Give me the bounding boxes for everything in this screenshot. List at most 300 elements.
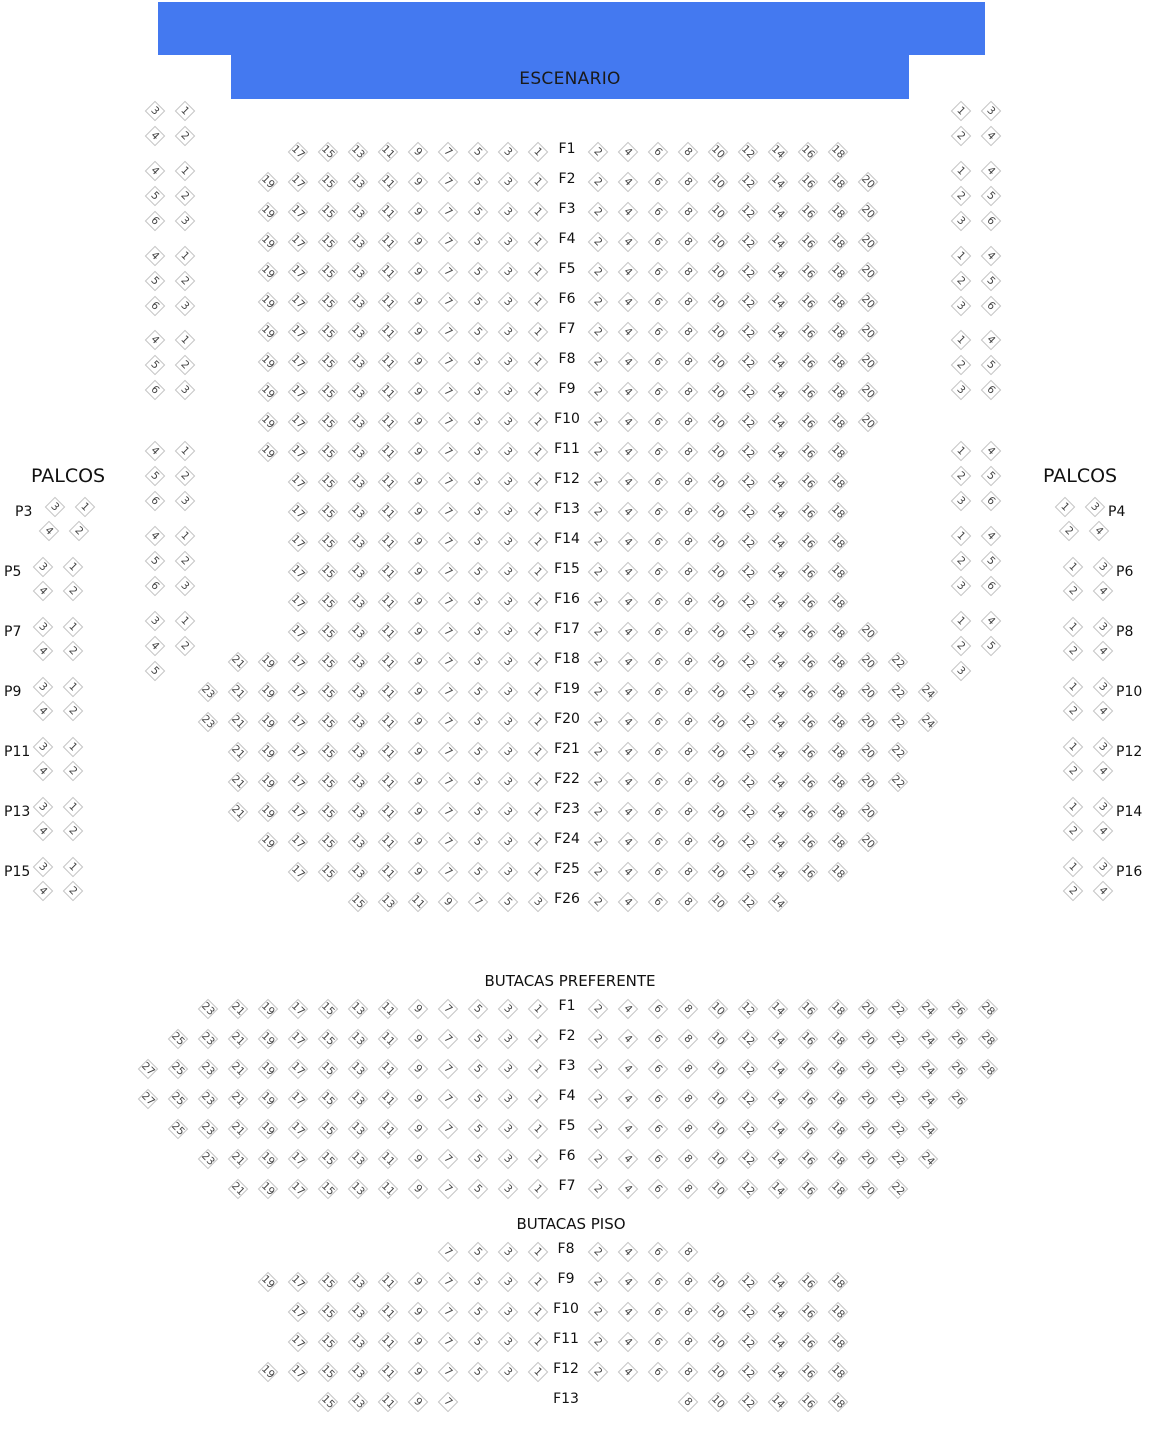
main-seat[interactable]	[708, 772, 727, 791]
preferente-seat[interactable]	[318, 999, 337, 1018]
main-seat[interactable]	[318, 382, 337, 401]
main-seat[interactable]	[648, 592, 667, 611]
preferente-seat[interactable]	[258, 1179, 277, 1198]
preferente-seat[interactable]	[438, 1059, 457, 1078]
main-seat[interactable]	[408, 232, 427, 251]
preferente-seat[interactable]	[888, 1179, 907, 1198]
main-seat[interactable]	[708, 592, 727, 611]
main-seat[interactable]	[528, 322, 547, 341]
main-seat[interactable]	[588, 802, 607, 821]
main-seat[interactable]	[858, 352, 877, 371]
main-seat[interactable]	[408, 172, 427, 191]
main-seat[interactable]	[738, 232, 757, 251]
side-right-seat[interactable]	[981, 330, 1000, 349]
preferente-seat[interactable]	[348, 1119, 367, 1138]
main-seat[interactable]	[348, 472, 367, 491]
main-seat[interactable]	[468, 772, 487, 791]
preferente-seat[interactable]	[588, 1029, 607, 1048]
box-seat[interactable]	[1093, 581, 1112, 600]
main-seat[interactable]	[288, 292, 307, 311]
preferente-seat[interactable]	[288, 1119, 307, 1138]
main-seat[interactable]	[288, 502, 307, 521]
main-seat[interactable]	[678, 832, 697, 851]
main-seat[interactable]	[498, 442, 517, 461]
main-seat[interactable]	[618, 232, 637, 251]
main-seat[interactable]	[498, 502, 517, 521]
main-seat[interactable]	[468, 862, 487, 881]
main-seat[interactable]	[258, 652, 277, 671]
preferente-seat[interactable]	[888, 999, 907, 1018]
piso-seat[interactable]	[798, 1332, 817, 1351]
main-seat[interactable]	[408, 772, 427, 791]
preferente-seat[interactable]	[708, 1149, 727, 1168]
side-left-seat[interactable]	[175, 551, 194, 570]
main-seat[interactable]	[708, 232, 727, 251]
piso-seat[interactable]	[438, 1242, 457, 1261]
piso-seat[interactable]	[768, 1392, 787, 1411]
main-seat[interactable]	[348, 862, 367, 881]
main-seat[interactable]	[498, 412, 517, 431]
side-right-seat[interactable]	[951, 211, 970, 230]
preferente-seat[interactable]	[948, 1029, 967, 1048]
preferente-seat[interactable]	[708, 999, 727, 1018]
side-left-seat[interactable]	[145, 126, 164, 145]
main-seat[interactable]	[588, 172, 607, 191]
main-seat[interactable]	[378, 622, 397, 641]
main-seat[interactable]	[828, 472, 847, 491]
main-seat[interactable]	[258, 322, 277, 341]
side-left-seat[interactable]	[175, 491, 194, 510]
piso-seat[interactable]	[288, 1272, 307, 1291]
preferente-seat[interactable]	[978, 999, 997, 1018]
main-seat[interactable]	[828, 202, 847, 221]
main-seat[interactable]	[588, 232, 607, 251]
main-seat[interactable]	[288, 652, 307, 671]
main-seat[interactable]	[738, 532, 757, 551]
main-seat[interactable]	[828, 682, 847, 701]
box-seat[interactable]	[1093, 857, 1112, 876]
piso-seat[interactable]	[708, 1302, 727, 1321]
preferente-seat[interactable]	[888, 1029, 907, 1048]
piso-seat[interactable]	[348, 1332, 367, 1351]
side-left-seat[interactable]	[145, 466, 164, 485]
main-seat[interactable]	[798, 712, 817, 731]
piso-seat[interactable]	[438, 1362, 457, 1381]
preferente-seat[interactable]	[888, 1089, 907, 1108]
main-seat[interactable]	[798, 202, 817, 221]
main-seat[interactable]	[438, 592, 457, 611]
main-seat[interactable]	[678, 772, 697, 791]
main-seat[interactable]	[228, 682, 247, 701]
main-seat[interactable]	[618, 172, 637, 191]
main-seat[interactable]	[348, 772, 367, 791]
main-seat[interactable]	[738, 292, 757, 311]
main-seat[interactable]	[618, 832, 637, 851]
main-seat[interactable]	[648, 772, 667, 791]
preferente-seat[interactable]	[708, 1089, 727, 1108]
preferente-seat[interactable]	[738, 1179, 757, 1198]
side-right-seat[interactable]	[951, 576, 970, 595]
piso-seat[interactable]	[288, 1302, 307, 1321]
main-seat[interactable]	[708, 742, 727, 761]
preferente-seat[interactable]	[438, 1119, 457, 1138]
piso-seat[interactable]	[468, 1332, 487, 1351]
main-seat[interactable]	[438, 832, 457, 851]
main-seat[interactable]	[498, 352, 517, 371]
main-seat[interactable]	[618, 802, 637, 821]
main-seat[interactable]	[648, 412, 667, 431]
box-seat[interactable]	[1063, 641, 1082, 660]
main-seat[interactable]	[318, 832, 337, 851]
preferente-seat[interactable]	[768, 1089, 787, 1108]
preferente-seat[interactable]	[978, 1059, 997, 1078]
main-seat[interactable]	[318, 232, 337, 251]
side-left-seat[interactable]	[145, 246, 164, 265]
main-seat[interactable]	[468, 322, 487, 341]
main-seat[interactable]	[318, 352, 337, 371]
side-left-seat[interactable]	[175, 161, 194, 180]
main-seat[interactable]	[468, 592, 487, 611]
main-seat[interactable]	[378, 442, 397, 461]
preferente-seat[interactable]	[528, 1029, 547, 1048]
preferente-seat[interactable]	[798, 999, 817, 1018]
main-seat[interactable]	[618, 892, 637, 911]
piso-seat[interactable]	[828, 1362, 847, 1381]
main-seat[interactable]	[588, 322, 607, 341]
main-seat[interactable]	[678, 502, 697, 521]
main-seat[interactable]	[858, 652, 877, 671]
piso-seat[interactable]	[618, 1332, 637, 1351]
main-seat[interactable]	[318, 742, 337, 761]
main-seat[interactable]	[708, 412, 727, 431]
preferente-seat[interactable]	[168, 1059, 187, 1078]
box-seat[interactable]	[1063, 581, 1082, 600]
preferente-seat[interactable]	[228, 1029, 247, 1048]
main-seat[interactable]	[708, 622, 727, 641]
side-left-seat[interactable]	[145, 491, 164, 510]
main-seat[interactable]	[408, 382, 427, 401]
side-left-seat[interactable]	[145, 551, 164, 570]
preferente-seat[interactable]	[768, 1119, 787, 1138]
preferente-seat[interactable]	[378, 1089, 397, 1108]
main-seat[interactable]	[348, 892, 367, 911]
main-seat[interactable]	[738, 472, 757, 491]
main-seat[interactable]	[408, 292, 427, 311]
main-seat[interactable]	[438, 202, 457, 221]
main-seat[interactable]	[498, 772, 517, 791]
main-seat[interactable]	[678, 442, 697, 461]
preferente-seat[interactable]	[318, 1089, 337, 1108]
box-seat[interactable]	[1063, 857, 1082, 876]
preferente-seat[interactable]	[828, 1089, 847, 1108]
side-left-seat[interactable]	[175, 576, 194, 595]
preferente-seat[interactable]	[288, 1059, 307, 1078]
preferente-seat[interactable]	[288, 1179, 307, 1198]
main-seat[interactable]	[738, 412, 757, 431]
main-seat[interactable]	[828, 352, 847, 371]
preferente-seat[interactable]	[798, 1059, 817, 1078]
main-seat[interactable]	[858, 712, 877, 731]
main-seat[interactable]	[228, 772, 247, 791]
side-right-seat[interactable]	[951, 380, 970, 399]
main-seat[interactable]	[378, 142, 397, 161]
main-seat[interactable]	[468, 382, 487, 401]
piso-seat[interactable]	[498, 1332, 517, 1351]
preferente-seat[interactable]	[408, 1029, 427, 1048]
main-seat[interactable]	[318, 172, 337, 191]
main-seat[interactable]	[798, 352, 817, 371]
main-seat[interactable]	[738, 892, 757, 911]
main-seat[interactable]	[438, 772, 457, 791]
main-seat[interactable]	[528, 862, 547, 881]
box-seat[interactable]	[45, 497, 64, 516]
main-seat[interactable]	[318, 862, 337, 881]
side-right-seat[interactable]	[981, 576, 1000, 595]
main-seat[interactable]	[618, 472, 637, 491]
main-seat[interactable]	[798, 532, 817, 551]
piso-seat[interactable]	[708, 1332, 727, 1351]
piso-seat[interactable]	[438, 1332, 457, 1351]
main-seat[interactable]	[468, 742, 487, 761]
preferente-seat[interactable]	[798, 1119, 817, 1138]
main-seat[interactable]	[618, 742, 637, 761]
preferente-seat[interactable]	[258, 999, 277, 1018]
main-seat[interactable]	[678, 742, 697, 761]
side-right-seat[interactable]	[951, 551, 970, 570]
main-seat[interactable]	[798, 742, 817, 761]
main-seat[interactable]	[468, 652, 487, 671]
main-seat[interactable]	[708, 202, 727, 221]
main-seat[interactable]	[708, 172, 727, 191]
main-seat[interactable]	[588, 202, 607, 221]
main-seat[interactable]	[258, 412, 277, 431]
main-seat[interactable]	[408, 832, 427, 851]
side-left-seat[interactable]	[145, 161, 164, 180]
main-seat[interactable]	[798, 142, 817, 161]
box-seat[interactable]	[33, 617, 52, 636]
main-seat[interactable]	[618, 562, 637, 581]
main-seat[interactable]	[498, 622, 517, 641]
side-right-seat[interactable]	[981, 380, 1000, 399]
main-seat[interactable]	[798, 172, 817, 191]
main-seat[interactable]	[438, 322, 457, 341]
main-seat[interactable]	[438, 142, 457, 161]
main-seat[interactable]	[378, 712, 397, 731]
main-seat[interactable]	[588, 292, 607, 311]
main-seat[interactable]	[618, 532, 637, 551]
piso-seat[interactable]	[318, 1272, 337, 1291]
preferente-seat[interactable]	[738, 1149, 757, 1168]
main-seat[interactable]	[798, 382, 817, 401]
main-seat[interactable]	[258, 712, 277, 731]
main-seat[interactable]	[438, 652, 457, 671]
main-seat[interactable]	[828, 772, 847, 791]
main-seat[interactable]	[438, 382, 457, 401]
main-seat[interactable]	[678, 652, 697, 671]
main-seat[interactable]	[798, 652, 817, 671]
main-seat[interactable]	[648, 802, 667, 821]
box-seat[interactable]	[33, 821, 52, 840]
piso-seat[interactable]	[828, 1332, 847, 1351]
side-right-seat[interactable]	[981, 355, 1000, 374]
main-seat[interactable]	[408, 142, 427, 161]
main-seat[interactable]	[378, 172, 397, 191]
main-seat[interactable]	[378, 832, 397, 851]
main-seat[interactable]	[828, 502, 847, 521]
preferente-seat[interactable]	[408, 1089, 427, 1108]
main-seat[interactable]	[738, 712, 757, 731]
preferente-seat[interactable]	[738, 1089, 757, 1108]
main-seat[interactable]	[678, 352, 697, 371]
main-seat[interactable]	[288, 322, 307, 341]
main-seat[interactable]	[468, 832, 487, 851]
main-seat[interactable]	[438, 352, 457, 371]
piso-seat[interactable]	[798, 1272, 817, 1291]
preferente-seat[interactable]	[168, 1029, 187, 1048]
main-seat[interactable]	[768, 772, 787, 791]
preferente-seat[interactable]	[468, 1179, 487, 1198]
main-seat[interactable]	[318, 772, 337, 791]
main-seat[interactable]	[498, 382, 517, 401]
main-seat[interactable]	[498, 832, 517, 851]
piso-seat[interactable]	[798, 1362, 817, 1381]
main-seat[interactable]	[288, 412, 307, 431]
main-seat[interactable]	[828, 172, 847, 191]
main-seat[interactable]	[378, 562, 397, 581]
side-right-seat[interactable]	[981, 466, 1000, 485]
main-seat[interactable]	[708, 682, 727, 701]
main-seat[interactable]	[738, 262, 757, 281]
preferente-seat[interactable]	[738, 1029, 757, 1048]
piso-seat[interactable]	[678, 1272, 697, 1291]
main-seat[interactable]	[438, 502, 457, 521]
preferente-seat[interactable]	[588, 1119, 607, 1138]
main-seat[interactable]	[378, 472, 397, 491]
main-seat[interactable]	[588, 412, 607, 431]
main-seat[interactable]	[378, 802, 397, 821]
main-seat[interactable]	[348, 412, 367, 431]
main-seat[interactable]	[438, 532, 457, 551]
main-seat[interactable]	[828, 562, 847, 581]
main-seat[interactable]	[768, 652, 787, 671]
main-seat[interactable]	[648, 322, 667, 341]
main-seat[interactable]	[768, 322, 787, 341]
main-seat[interactable]	[378, 682, 397, 701]
main-seat[interactable]	[768, 712, 787, 731]
side-left-seat[interactable]	[145, 296, 164, 315]
preferente-seat[interactable]	[258, 1149, 277, 1168]
main-seat[interactable]	[438, 802, 457, 821]
main-seat[interactable]	[288, 172, 307, 191]
preferente-seat[interactable]	[918, 1149, 937, 1168]
main-seat[interactable]	[318, 712, 337, 731]
main-seat[interactable]	[918, 712, 937, 731]
main-seat[interactable]	[378, 772, 397, 791]
main-seat[interactable]	[888, 652, 907, 671]
main-seat[interactable]	[588, 532, 607, 551]
side-left-seat[interactable]	[175, 211, 194, 230]
box-seat[interactable]	[1093, 641, 1112, 660]
box-seat[interactable]	[33, 557, 52, 576]
preferente-seat[interactable]	[438, 1149, 457, 1168]
side-left-seat[interactable]	[145, 101, 164, 120]
main-seat[interactable]	[528, 562, 547, 581]
main-seat[interactable]	[588, 262, 607, 281]
main-seat[interactable]	[378, 202, 397, 221]
main-seat[interactable]	[678, 802, 697, 821]
preferente-seat[interactable]	[588, 1149, 607, 1168]
piso-seat[interactable]	[498, 1272, 517, 1291]
main-seat[interactable]	[618, 592, 637, 611]
piso-seat[interactable]	[498, 1242, 517, 1261]
side-left-seat[interactable]	[145, 380, 164, 399]
main-seat[interactable]	[348, 172, 367, 191]
main-seat[interactable]	[768, 352, 787, 371]
main-seat[interactable]	[408, 622, 427, 641]
preferente-seat[interactable]	[678, 1029, 697, 1048]
main-seat[interactable]	[678, 202, 697, 221]
side-right-seat[interactable]	[981, 441, 1000, 460]
side-right-seat[interactable]	[951, 246, 970, 265]
main-seat[interactable]	[618, 502, 637, 521]
main-seat[interactable]	[588, 892, 607, 911]
main-seat[interactable]	[618, 442, 637, 461]
preferente-seat[interactable]	[828, 1059, 847, 1078]
piso-seat[interactable]	[618, 1272, 637, 1291]
main-seat[interactable]	[858, 412, 877, 431]
main-seat[interactable]	[528, 232, 547, 251]
preferente-seat[interactable]	[228, 999, 247, 1018]
piso-seat[interactable]	[828, 1272, 847, 1291]
preferente-seat[interactable]	[378, 1149, 397, 1168]
piso-seat[interactable]	[768, 1332, 787, 1351]
main-seat[interactable]	[348, 262, 367, 281]
main-seat[interactable]	[858, 262, 877, 281]
main-seat[interactable]	[228, 742, 247, 761]
main-seat[interactable]	[528, 802, 547, 821]
main-seat[interactable]	[258, 202, 277, 221]
main-seat[interactable]	[438, 232, 457, 251]
main-seat[interactable]	[768, 262, 787, 281]
box-seat[interactable]	[63, 797, 82, 816]
preferente-seat[interactable]	[318, 1059, 337, 1078]
main-seat[interactable]	[768, 292, 787, 311]
main-seat[interactable]	[468, 532, 487, 551]
box-seat[interactable]	[1063, 677, 1082, 696]
main-seat[interactable]	[468, 442, 487, 461]
main-seat[interactable]	[798, 412, 817, 431]
preferente-seat[interactable]	[288, 1089, 307, 1108]
main-seat[interactable]	[708, 352, 727, 371]
main-seat[interactable]	[618, 622, 637, 641]
main-seat[interactable]	[528, 832, 547, 851]
main-seat[interactable]	[588, 772, 607, 791]
main-seat[interactable]	[648, 532, 667, 551]
piso-seat[interactable]	[408, 1392, 427, 1411]
main-seat[interactable]	[798, 442, 817, 461]
main-seat[interactable]	[348, 232, 367, 251]
main-seat[interactable]	[738, 322, 757, 341]
side-right-seat[interactable]	[981, 491, 1000, 510]
main-seat[interactable]	[348, 832, 367, 851]
main-seat[interactable]	[438, 172, 457, 191]
piso-seat[interactable]	[408, 1302, 427, 1321]
side-left-seat[interactable]	[175, 526, 194, 545]
main-seat[interactable]	[318, 262, 337, 281]
piso-seat[interactable]	[588, 1302, 607, 1321]
main-seat[interactable]	[618, 652, 637, 671]
box-seat[interactable]	[63, 761, 82, 780]
